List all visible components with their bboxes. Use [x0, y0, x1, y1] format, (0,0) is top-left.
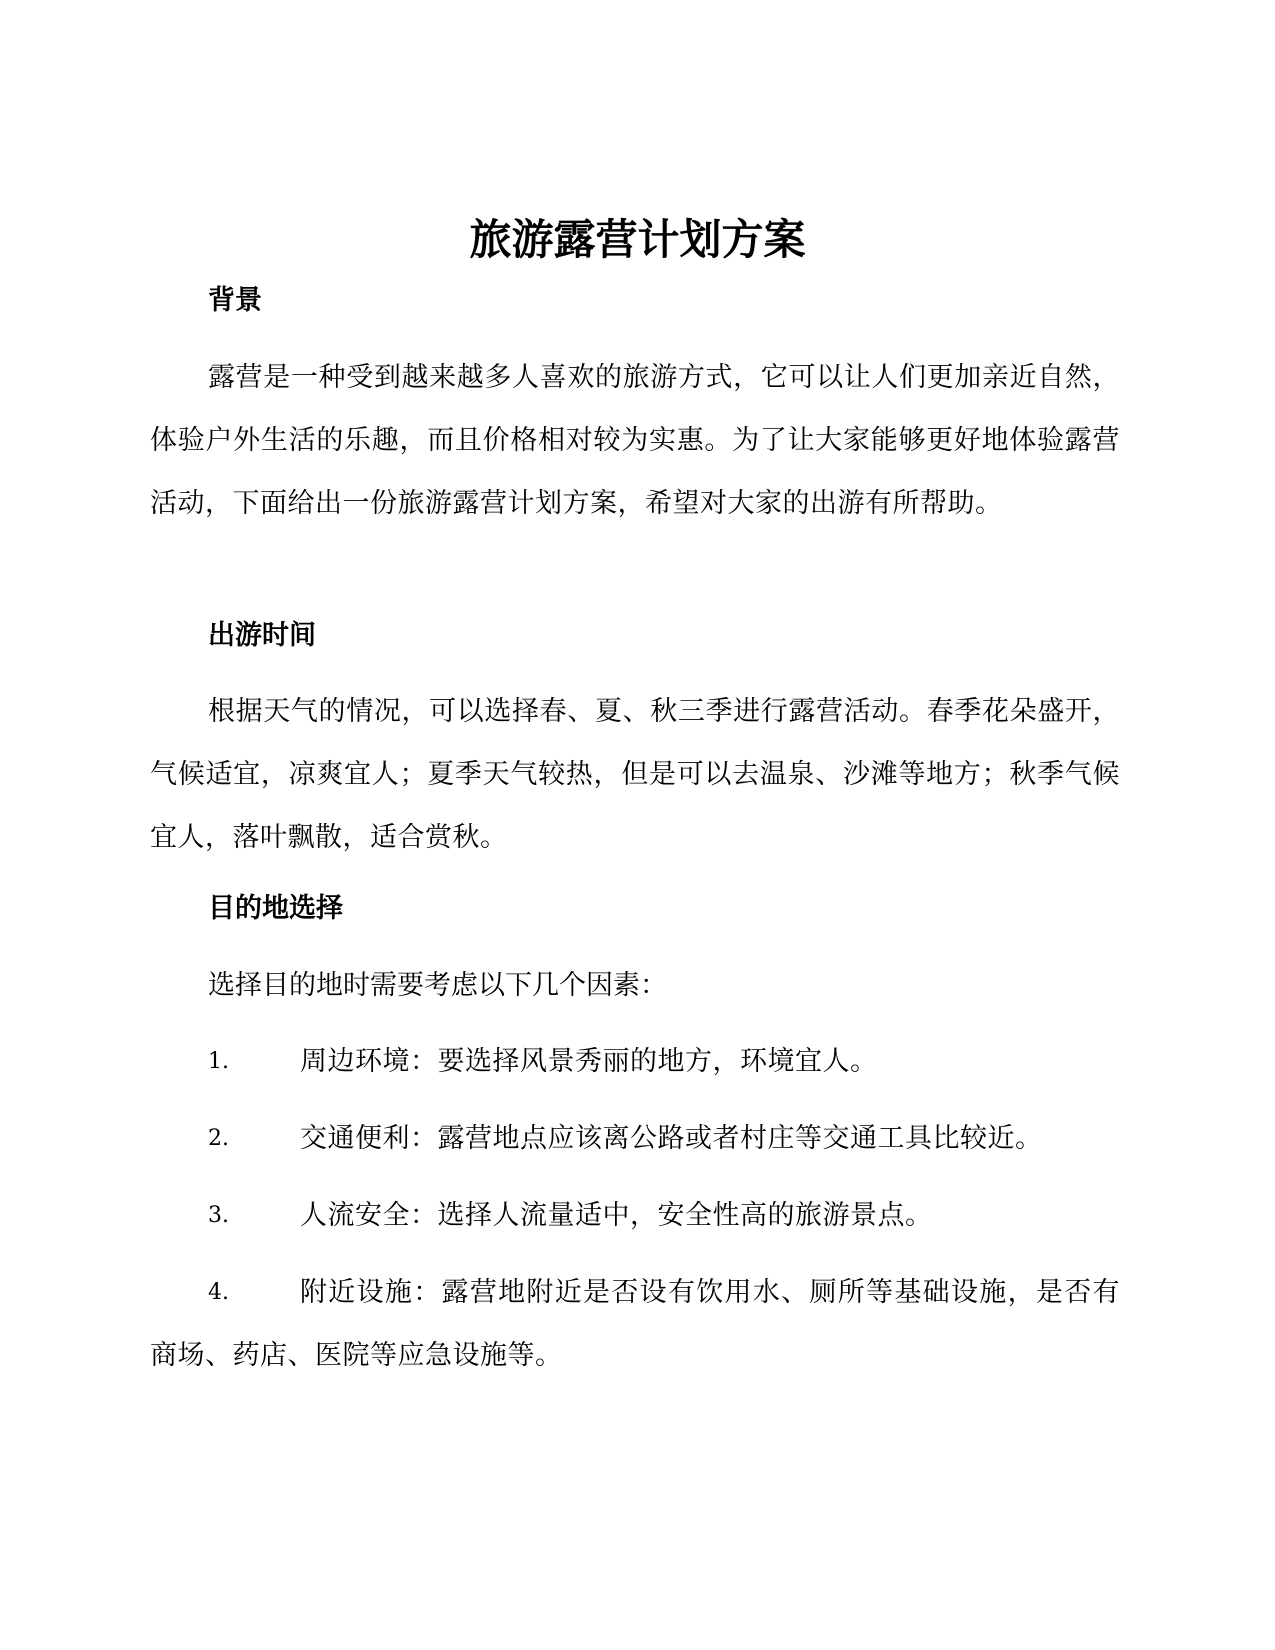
list-item-text: 周边环境：要选择风景秀丽的地方，环境宜人。 — [300, 1046, 878, 1077]
background-paragraph: 露营是一种受到越来越多人喜欢的旅游方式，它可以让人们更加亲近自然，体验户外生活的乐趣，而且价格相对较为实惠。为了让大家能够更好地体验露营活动，下面给出一份旅游露营计划方案，希望对大家的出游有所帮助。 — [150, 362, 1120, 519]
destination-intro: 选择目的地时需要考虑以下几个因素： — [208, 970, 667, 1001]
list-item-text: 交通便利：露营地点应该离公路或者村庄等交通工具比较近。 — [300, 1123, 1043, 1154]
travel-time-paragraph: 根据天气的情况，可以选择春、夏、秋三季进行露营活动。春季花朵盛开，气候适宜，凉爽宜人；夏季天气较热，但是可以去温泉、沙滩等地方；秋季气候宜人，落叶飘散，适合赏秋。 — [150, 696, 1120, 853]
section-heading-travel-time: 出游时间 — [208, 620, 316, 651]
list-item — [150, 1107, 1120, 1170]
list-item-number: 3. — [208, 1203, 229, 1228]
list-item — [150, 1261, 1120, 1387]
document-title: 旅游露营计划方案 — [469, 215, 806, 264]
list-item-number: 2. — [208, 1126, 229, 1151]
list-item-text: 人流安全：选择人流量适中，安全性高的旅游景点。 — [300, 1200, 933, 1231]
list-item — [150, 1184, 1120, 1247]
section-heading-background: 背景 — [208, 285, 262, 316]
list-item-text: 附近设施：露营地附近是否设有饮用水、厕所等基础设施，是否有商场、药店、医院等应急设施等。 — [150, 1277, 1120, 1371]
list-item-number: 4. — [208, 1280, 229, 1305]
section-heading-destination: 目的地选择 — [208, 893, 343, 924]
list-item-number: 1. — [208, 1049, 229, 1074]
list-item — [150, 1030, 1120, 1093]
